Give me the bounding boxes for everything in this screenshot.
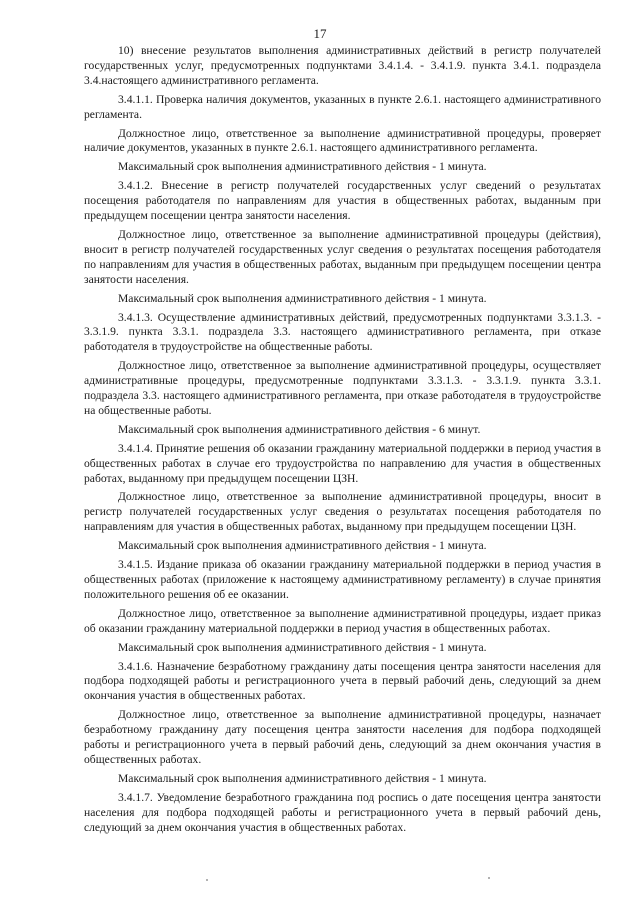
paragraph-3-4-1-1-body: Должностное лицо, ответственное за выполнение административной процедуры, проверяет наличие документов, указанных в пункте 2.6.1. настоящего административного регламента.	[84, 126, 601, 155]
paragraph-3-4-1-6-max-time: Максимальный срок выполнения административного действия - 1 минута.	[118, 771, 487, 785]
paragraph-3-4-1-7-heading: 3.4.1.7. Уведомление безработного гражданина под роспись о дате посещения центра занятости населения для подбора подходящей работы и регистрационного учета в первый рабочий день, следующий за днем окончания участия в общественных работах.	[84, 790, 601, 834]
paragraph-3-4-1-2-max-time: Максимальный срок выполнения административного действия - 1 минута.	[118, 291, 487, 305]
paragraph-3-4-1-4-body: Должностное лицо, ответственное за выполнение административной процедуры, вносит в регистр получателей государственных услуг сведения о результатах посещения работодателя по направлениям для участия в общественных работах, выданному при предыдущем посещении ЦЗН.	[84, 490, 601, 534]
paragraph-3-4-1-2-heading: 3.4.1.2. Внесение в регистр получателей государственных услуг сведений о результатах посещения работодателя по направлениям для участия в общественных работах, выданным при предыдущем посещении центра занятости населения.	[84, 179, 601, 223]
paragraph-item-10: 10) внесение результатов выполнения административных действий в регистр получателей государственных услуг, предусмотренных подпунктами 3.4.1.4. - 3.4.1.9. пункта 3.4.1. подраздела 3.4.настоящего административного регламента.	[84, 44, 601, 87]
paragraph-3-4-1-3-body: Должностное лицо, ответственное за выполнение административной процедуры, осуществляет административные процедуры, предусмотренные подпунктами 3.3.1.3. - 3.3.1.9. пункта 3.3.1. подраздела 3.3. настоящего административного регламента, при отказе работодателя в трудоустройстве на общественные работы.	[84, 359, 601, 417]
paragraph-3-4-1-4-heading: 3.4.1.4. Принятие решения об оказании гражданину материальной поддержки в период участия в общественных работах в случае его трудоустройства по направлению для участия в общественных работах, выданному при предыдущем посещении ЦЗН.	[84, 441, 601, 485]
paragraph-3-4-1-6-body: Должностное лицо, ответственное за выполнение административной процедуры, назначает безработному гражданину дату посещения центра занятости населения для подбора подходящей работы и регистрационного учета в первый рабочий день, следующий за днем окончания участия в общественных работах.	[84, 708, 601, 766]
paragraph-3-4-1-5-body: Должностное лицо, ответственное за выполнение административной процедуры, издает приказ об оказании гражданину материальной поддержки в период участия в общественных работах.	[84, 606, 601, 635]
document-body	[84, 44, 601, 836]
paragraph-3-4-1-3-heading: 3.4.1.3. Осуществление административных действий, предусмотренных подпунктами 3.3.1.3. - 3.3.1.9. пункта 3.3.1. подраздела 3.3. настоящего административного регламента, при отказе работодателя в трудоустройстве на общественные работы.	[84, 310, 601, 354]
page-number: 17	[313, 26, 327, 41]
paragraph-3-4-1-5-heading: 3.4.1.5. Издание приказа об оказании гражданину материальной поддержки в период участия в общественных работах (приложение к настоящему административному регламенту) в случае принятия положительного решения об ее оказании.	[84, 558, 601, 601]
paragraph-3-4-1-2-body: Должностное лицо, ответственное за выполнение административной процедуры (действия), вносит в регистр получателей государственных услуг сведения о результатах посещения работодателя по направлениям для участия в общественных работах, выданным при предыдущем посещении центра занятости населения.	[84, 227, 601, 286]
scan-speck	[488, 877, 490, 879]
paragraph-3-4-1-1-max-time: Максимальный срок выполнения административного действия - 1 минута.	[118, 160, 487, 174]
paragraph-3-4-1-3-max-time: Максимальный срок выполнения административного действия - 6 минут.	[118, 422, 481, 436]
paragraph-3-4-1-4-max-time: Максимальный срок выполнения административного действия - 1 минута.	[118, 539, 487, 553]
paragraph-3-4-1-6-heading: 3.4.1.6. Назначение безработному гражданину даты посещения центра занятости населения для подбора подходящей работы и регистрационного учета в первый рабочий день, следующий за днем окончания участия в общественных работах.	[84, 659, 601, 703]
paragraph-3-4-1-5-max-time: Максимальный срок выполнения административного действия - 1 минута.	[118, 640, 487, 654]
scan-speck	[206, 879, 208, 881]
paragraph-3-4-1-1-heading: 3.4.1.1. Проверка наличия документов, указанных в пункте 2.6.1. настоящего административного регламента.	[84, 92, 601, 121]
